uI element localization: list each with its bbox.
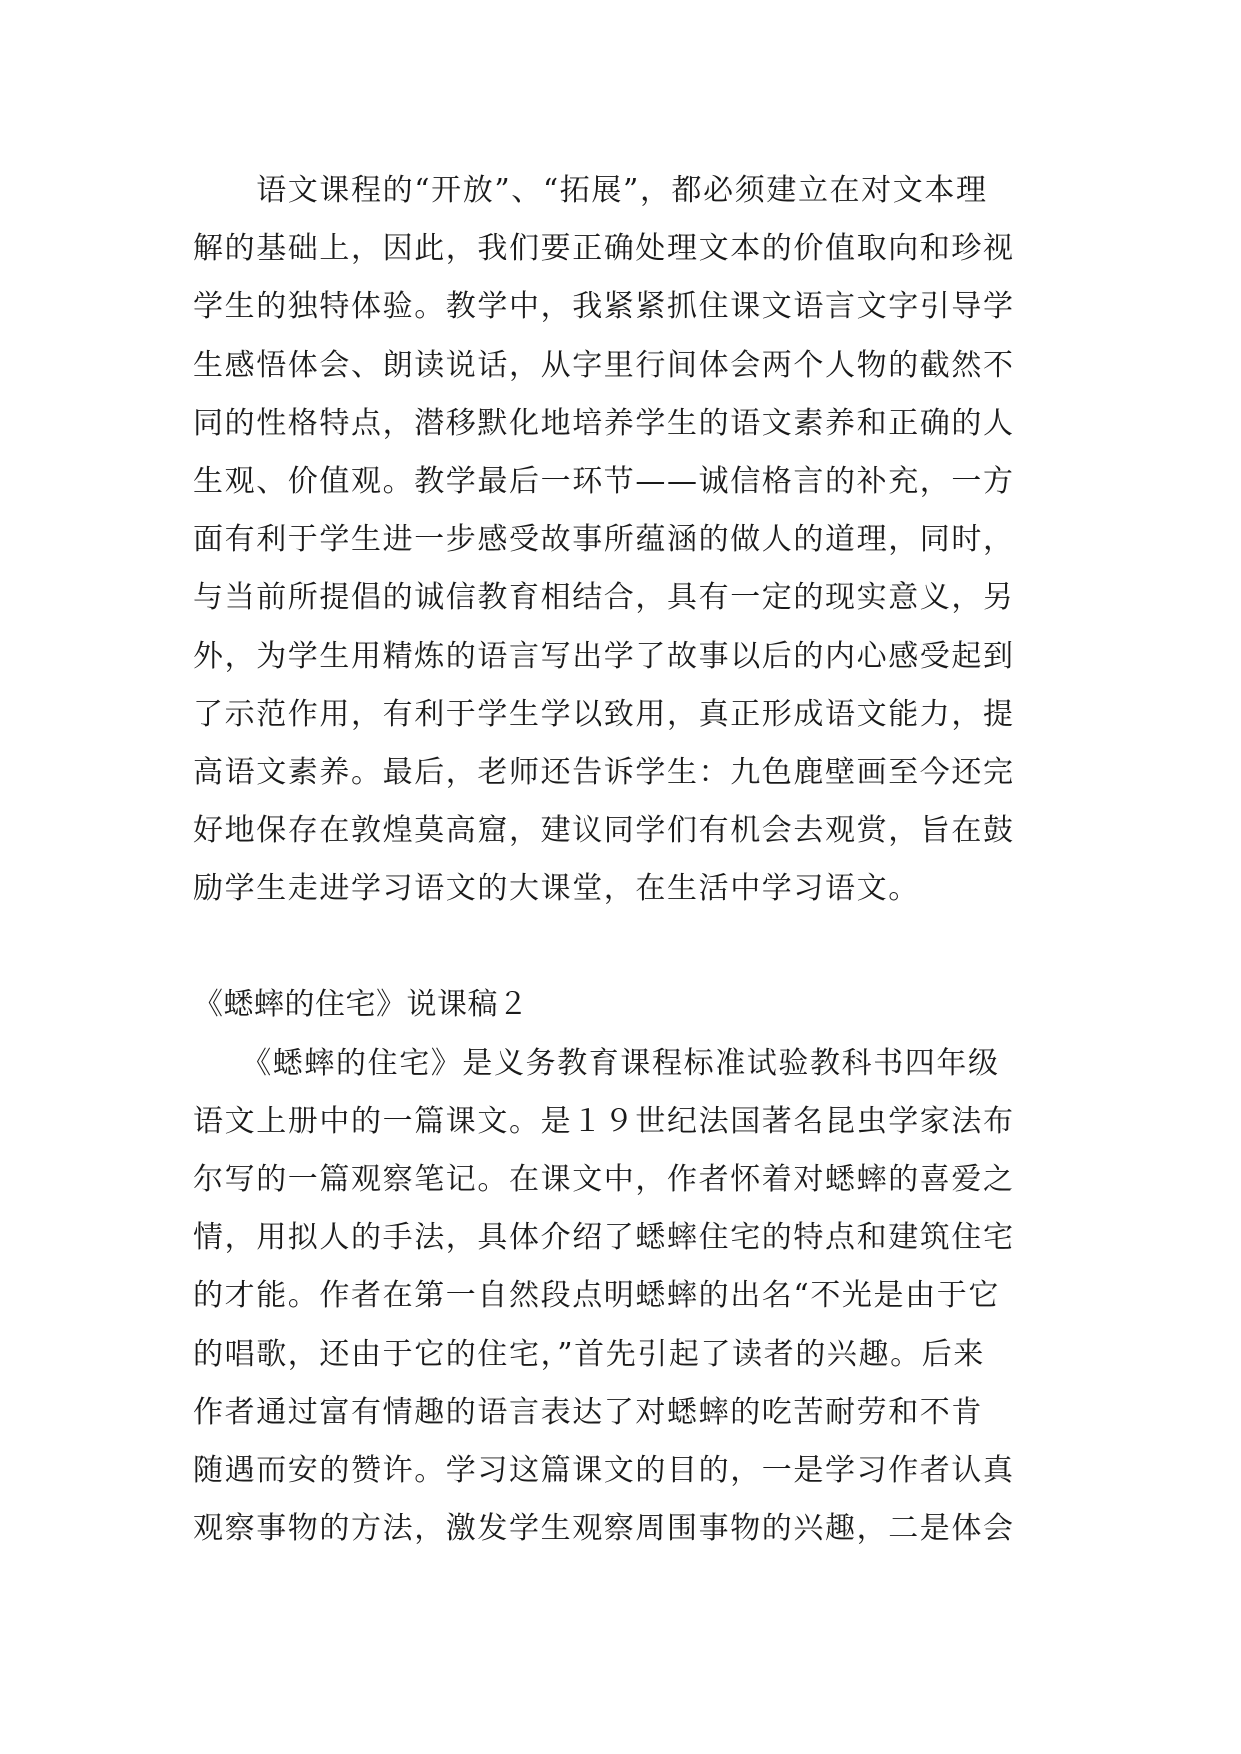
paragraph-2-line: 语文上册中的一篇课文。是１９世纪法国著名昆虫学家法布 [193, 1103, 1015, 1139]
paragraph-1-line: 励学生走进学习语文的大课堂，在生活中学习语文。 [193, 871, 920, 907]
paragraph-2-line: 《蟋蟀的住宅》是义务教育课程标准试验教科书四年级 [193, 1045, 1000, 1081]
paragraph-2-line: 情，用拟人的手法，具体介绍了蟋蟀住宅的特点和建筑住宅 [193, 1220, 1015, 1256]
paragraph-spacer [193, 918, 1073, 976]
paragraph-1-line: 语文课程的“开放”、“拓展”，都必须建立在对文本理 [193, 173, 988, 208]
paragraph-1-line: 与当前所提倡的诚信教育相结合，具有一定的现实意义，另 [193, 580, 1015, 616]
section-title: 《蟋蟀的住宅》说课稿２ [193, 987, 529, 1023]
paragraph-1-line: 外，为学生用精炼的语言写出学了故事以后的内心感受起到 [193, 638, 1015, 674]
paragraph-1-line: 好地保存在敦煌莫高窟，建议同学们有机会去观赏，旨在鼓 [193, 813, 1015, 849]
paragraph-1-line: 学生的独特体验。教学中，我紧紧抓住课文语言文字引导学 [193, 289, 1015, 325]
paragraph-1-line: 面有利于学生进一步感受故事所蕴涵的做人的道理，同时， [193, 522, 1015, 558]
paragraph-1-line: 解的基础上，因此，我们要正确处理文本的价值取向和珍视 [193, 231, 1015, 267]
paragraph-2-line: 观察事物的方法，激发学生观察周围事物的兴趣，二是体会 [193, 1511, 1015, 1547]
paragraph-1-line: 了示范作用，有利于学生学以致用，真正形成语文能力，提 [193, 696, 1015, 732]
paragraph-2-line: 随遇而安的赞许。学习这篇课文的目的，一是学习作者认真 [193, 1452, 1015, 1488]
paragraph-1-line: 生观、价值观。教学最后一环节——诚信格言的补充，一方 [193, 463, 1015, 499]
paragraph-2-line: 的唱歌，还由于它的住宅，”首先引起了读者的兴趣。后来 [193, 1336, 985, 1372]
paragraph-1-line: 生感悟体会、朗读说话，从字里行间体会两个人物的截然不 [193, 347, 1015, 383]
paragraph-1-line: 高语文素养。最后，老师还告诉学生：九色鹿壁画至今还完 [193, 754, 1015, 790]
paragraph-1-line: 同的性格特点，潜移默化地培养学生的语文素养和正确的人 [193, 405, 1015, 441]
paragraph-2-line: 的才能。作者在第一自然段点明蟋蟀的出名“不光是由于它 [193, 1278, 1000, 1314]
paragraph-2-line: 作者通过富有情趣的语言表达了对蟋蟀的吃苦耐劳和不肯 [193, 1394, 983, 1430]
paragraph-2-line: 尔写的一篇观察笔记。在课文中，作者怀着对蟋蟀的喜爱之 [193, 1162, 1015, 1197]
document-body [193, 162, 1073, 1558]
